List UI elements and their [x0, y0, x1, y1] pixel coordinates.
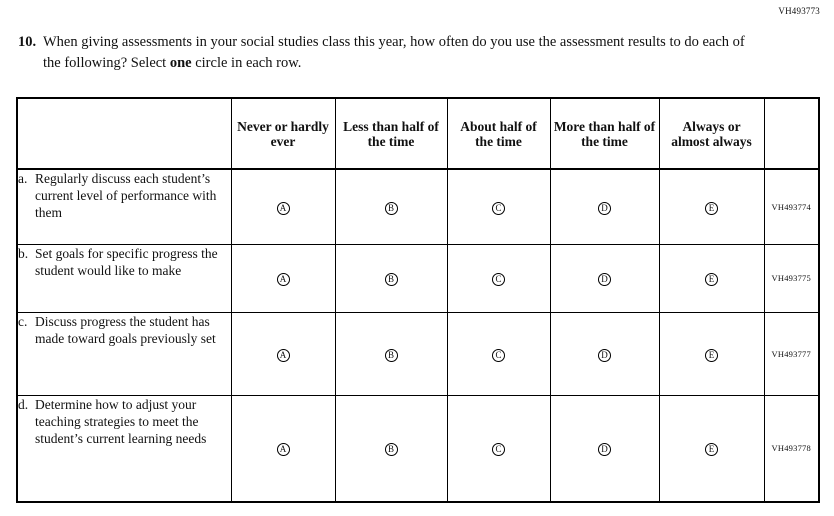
option-circle-b[interactable]: B [385, 349, 398, 362]
row-code: VH493775 [764, 244, 819, 312]
row-label: Regularly discuss each student’s current level of performance with them [35, 171, 217, 220]
option-cell [550, 244, 659, 312]
option-circle-c[interactable]: C [492, 443, 505, 456]
column-header-less-than-half: Less than half of the time [335, 98, 447, 169]
option-cell [447, 244, 550, 312]
option-circle-d[interactable]: D [598, 349, 611, 362]
column-header-never: Never or hardly ever [231, 98, 335, 169]
row-label-cell [17, 244, 231, 312]
option-cell [335, 169, 447, 244]
option-cell [335, 395, 447, 502]
row-label: Set goals for specific progress the student would like to make [35, 245, 218, 278]
column-header-more-than-half: More than half of the time [550, 98, 659, 169]
option-circle-b[interactable]: B [385, 443, 398, 456]
option-circle-b[interactable]: B [385, 273, 398, 286]
option-cell [335, 312, 447, 395]
option-cell [231, 312, 335, 395]
question-text-part2: circle in each row. [191, 55, 302, 71]
option-cell [659, 169, 764, 244]
row-letter: b. [18, 245, 29, 261]
option-circle-e[interactable]: E [705, 349, 718, 362]
row-label-cell [17, 395, 231, 502]
option-cell [659, 244, 764, 312]
option-cell [447, 169, 550, 244]
option-circle-e[interactable]: E [705, 202, 718, 215]
option-circle-c[interactable]: C [492, 349, 505, 362]
option-cell [447, 312, 550, 395]
option-circle-d[interactable]: D [598, 443, 611, 456]
row-letter: a. [18, 171, 28, 186]
option-cell [447, 395, 550, 502]
form-code: VH493773 [778, 6, 820, 16]
option-circle-d[interactable]: D [598, 202, 611, 215]
option-cell [550, 169, 659, 244]
option-cell [550, 395, 659, 502]
row-label: Determine how to adjust your teaching strategies to meet the student’s current learning needs [35, 396, 207, 446]
row-label-cell [17, 169, 231, 244]
row-code: VH493778 [764, 395, 819, 502]
table-row-c [17, 312, 819, 395]
option-circle-a[interactable]: A [277, 443, 290, 456]
option-circle-c[interactable]: C [492, 202, 505, 215]
option-cell [231, 244, 335, 312]
option-circle-a[interactable]: A [277, 349, 290, 362]
table-row-b [17, 244, 819, 312]
option-cell [231, 395, 335, 502]
option-circle-b[interactable]: B [385, 202, 398, 215]
header-empty-code-cell [764, 98, 819, 169]
option-circle-c[interactable]: C [492, 273, 505, 286]
option-cell [659, 312, 764, 395]
option-circle-a[interactable]: A [277, 202, 290, 215]
option-cell [335, 244, 447, 312]
option-cell [659, 395, 764, 502]
row-code: VH493774 [764, 169, 819, 244]
option-circle-e[interactable]: E [705, 443, 718, 456]
option-circle-e[interactable]: E [705, 273, 718, 286]
option-circle-d[interactable]: D [598, 273, 611, 286]
table-header-row [17, 98, 819, 169]
option-circle-a[interactable]: A [277, 273, 290, 286]
row-letter: d. [18, 396, 29, 412]
option-cell [231, 169, 335, 244]
row-code: VH493777 [764, 312, 819, 395]
column-header-about-half: About half of the time [447, 98, 550, 169]
row-label: Discuss progress the student has made toward goals previously set [35, 313, 216, 346]
column-header-always: Always or almost always [659, 98, 764, 169]
question-bold-word: one [169, 55, 192, 71]
question-10 [18, 32, 808, 74]
header-empty-label-cell [17, 98, 231, 169]
option-cell [550, 312, 659, 395]
question-number: 10. [18, 34, 37, 50]
row-letter: c. [18, 313, 28, 329]
row-label-cell [17, 312, 231, 395]
assessment-frequency-table [16, 97, 820, 503]
table-row-d [17, 395, 819, 502]
question-text-part1: When giving assessments in your social studies class this year, how often do you use the assessment results to do each of the following? Select [43, 34, 745, 71]
table-row-a [17, 169, 819, 244]
question-text [43, 32, 753, 74]
